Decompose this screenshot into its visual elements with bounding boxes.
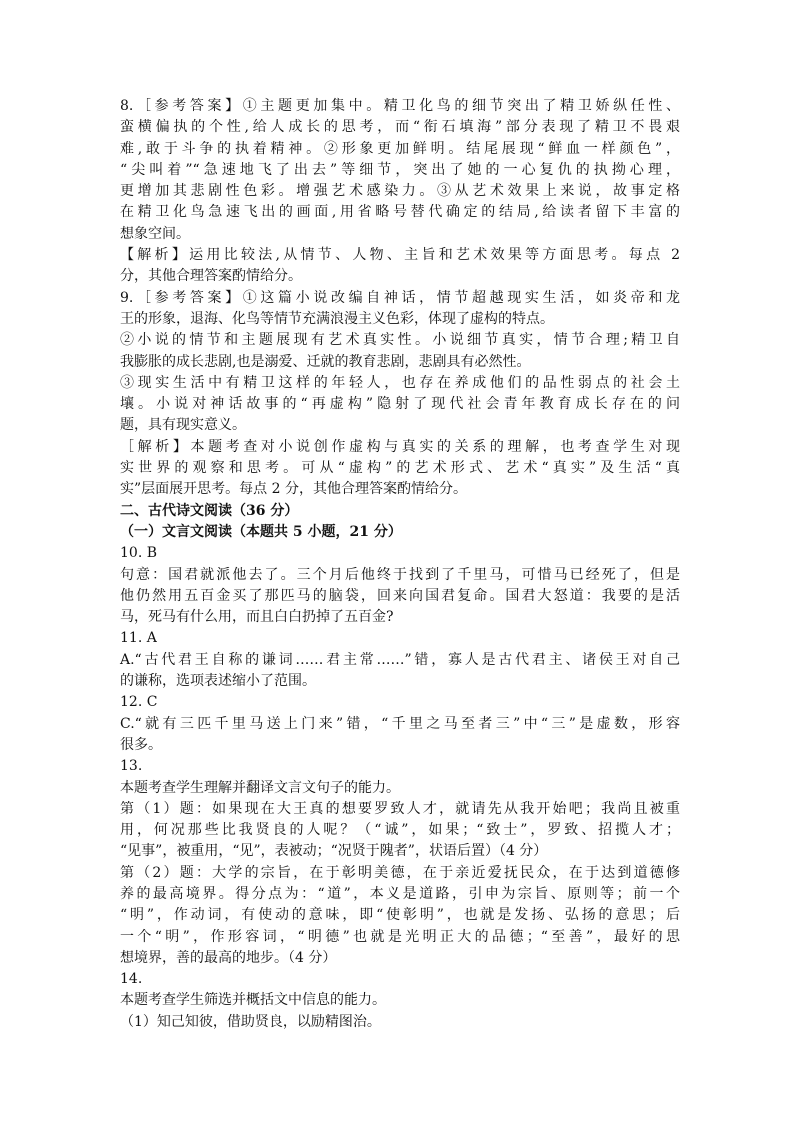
- text-line: 用，何况那些比我贤良的人呢？（“诚”，如果；“致士”，罗致、招揽人才；: [120, 822, 680, 839]
- text-line: A.“古代君王自称的谦词……君主常……”错，寡人是古代君主、诸侯王对自己: [120, 651, 680, 668]
- text-line: 更增加其悲剧性色彩。增强艺术感染力。③从艺术效果上来说，故事定格: [120, 183, 680, 200]
- text-line: 12. C: [120, 694, 158, 711]
- text-line: C.“就有三匹千里马送上门来”错，“千里之马至者三”中“三”是虚数，形容: [120, 715, 680, 732]
- text-line: 实”层面展开思考。每点 2 分，其他合理答案酌情给分。: [120, 481, 467, 498]
- text-line: 我膨胀的成长悲剧,也是溺爱、迁就的教育悲剧，悲剧具有必然性。: [120, 353, 531, 370]
- text-line: ②小说的情节和主题展现有艺术真实性。小说细节真实，情节合理;精卫自: [120, 332, 680, 349]
- text-line: 14.: [120, 971, 143, 988]
- text-line: 的谦称，选项表述缩小了范围。: [120, 673, 316, 690]
- text-line: 王的形象，退海、化鸟等情节充满浪漫主义色彩，体现了虚构的特点。: [120, 310, 554, 327]
- text-line: 本题考查学生理解并翻译文言文句子的能力。: [120, 779, 400, 796]
- text-line: 分，其他合理答案酌情给分。: [120, 268, 302, 285]
- text-line: 13.: [120, 758, 143, 775]
- text-line: （1）知己知彼，借助贤良，以励精图治。: [120, 1013, 381, 1030]
- text-line: ［解析】本题考查对小说创作虚构与真实的关系的理解，也考查学生对现: [120, 438, 680, 455]
- text-line: 8.［参考答案】①主题更加集中。精卫化鸟的细节突出了精卫娇纵任性、: [120, 98, 680, 114]
- text-line: 【解析】运用比较法,从情节、人物、主旨和艺术效果等方面思考。每点 2: [120, 247, 680, 264]
- text-line: 10. B: [120, 545, 158, 562]
- text-line: 第（1）题：如果现在大王真的想要罗致人才，就请先从我开始吧；我尚且被重: [120, 800, 680, 817]
- text-line: “见事”，被重用，“见”，表被动；“况贤于隗者”，状语后置）（4 分）: [120, 843, 548, 860]
- text-line: 马，死马有什么用，而且白白扔掉了五百金?: [120, 609, 394, 626]
- text-line: 题，具有现实意义。: [120, 417, 246, 434]
- text-line: 在精卫化鸟急速飞出的画面,用省略号替代确定的结局,给读者留下丰富的: [120, 204, 680, 221]
- section-heading: （一）文言文阅读（本题共 5 小题，21 分）: [120, 523, 402, 540]
- text-line: “尖叫着”“急速地飞了出去”等细节，突出了她的一心复仇的执拗心理，: [120, 161, 680, 178]
- answer-document: [120, 96, 680, 1033]
- text-line: 句意：国君就派他去了。三个月后他终于找到了千里马，可惜马已经死了，但是: [120, 566, 680, 583]
- text-line: 11. A: [120, 630, 157, 647]
- text-line: 实世界的观察和思考。可从“虚构”的艺术形式、艺术“真实”及生活“真: [120, 460, 680, 477]
- text-line: 他仍然用五百金买了那匹马的脑袋，回来向国君复命。国君大怒道：我要的是活: [120, 587, 680, 604]
- text-line: 蛮横偏执的个性,给人成长的思考，而“衔石填海”部分表现了精卫不畏艰: [120, 119, 680, 136]
- text-line: 第（2）题：大学的宗旨，在于彰明美德，在于亲近爱抚民众，在于达到道德修: [120, 864, 680, 881]
- text-line: 一个“明”，作形容词，“明德”也就是光明正大的品德；“至善”，最好的思: [120, 928, 680, 945]
- text-line: 壤。小说对神话故事的“再虚构”隐射了现代社会青年教育成长存在的问: [120, 396, 680, 413]
- text-line: “明”，作动词，有使动的意味，即“使彰明”，也就是发扬、弘扬的意思；后: [120, 907, 680, 924]
- text-line: 9.［参考答案】①这篇小说改编自神话，情节超越现实生活，如炎帝和龙: [120, 289, 680, 306]
- text-line: 养的最高境界。得分点为：“道”，本义是道路，引申为宗旨、原则等；前一个: [120, 885, 680, 902]
- text-line: 想境界，善的最高的地步。（4 分）: [120, 949, 337, 966]
- text-line: 难,敢于斗争的执着精神。②形象更加鲜明。结尾展现“鲜血一样颜色”，: [120, 140, 680, 157]
- section-heading: 二、古代诗文阅读（36 分）: [120, 502, 299, 519]
- text-line: ③现实生活中有精卫这样的年轻人，也存在养成他们的品性弱点的社会土: [120, 374, 680, 391]
- text-line: 想象空间。: [120, 225, 190, 242]
- text-line: 本题考查学生筛选并概括文中信息的能力。: [120, 992, 386, 1009]
- text-line: 很多。: [120, 736, 162, 753]
